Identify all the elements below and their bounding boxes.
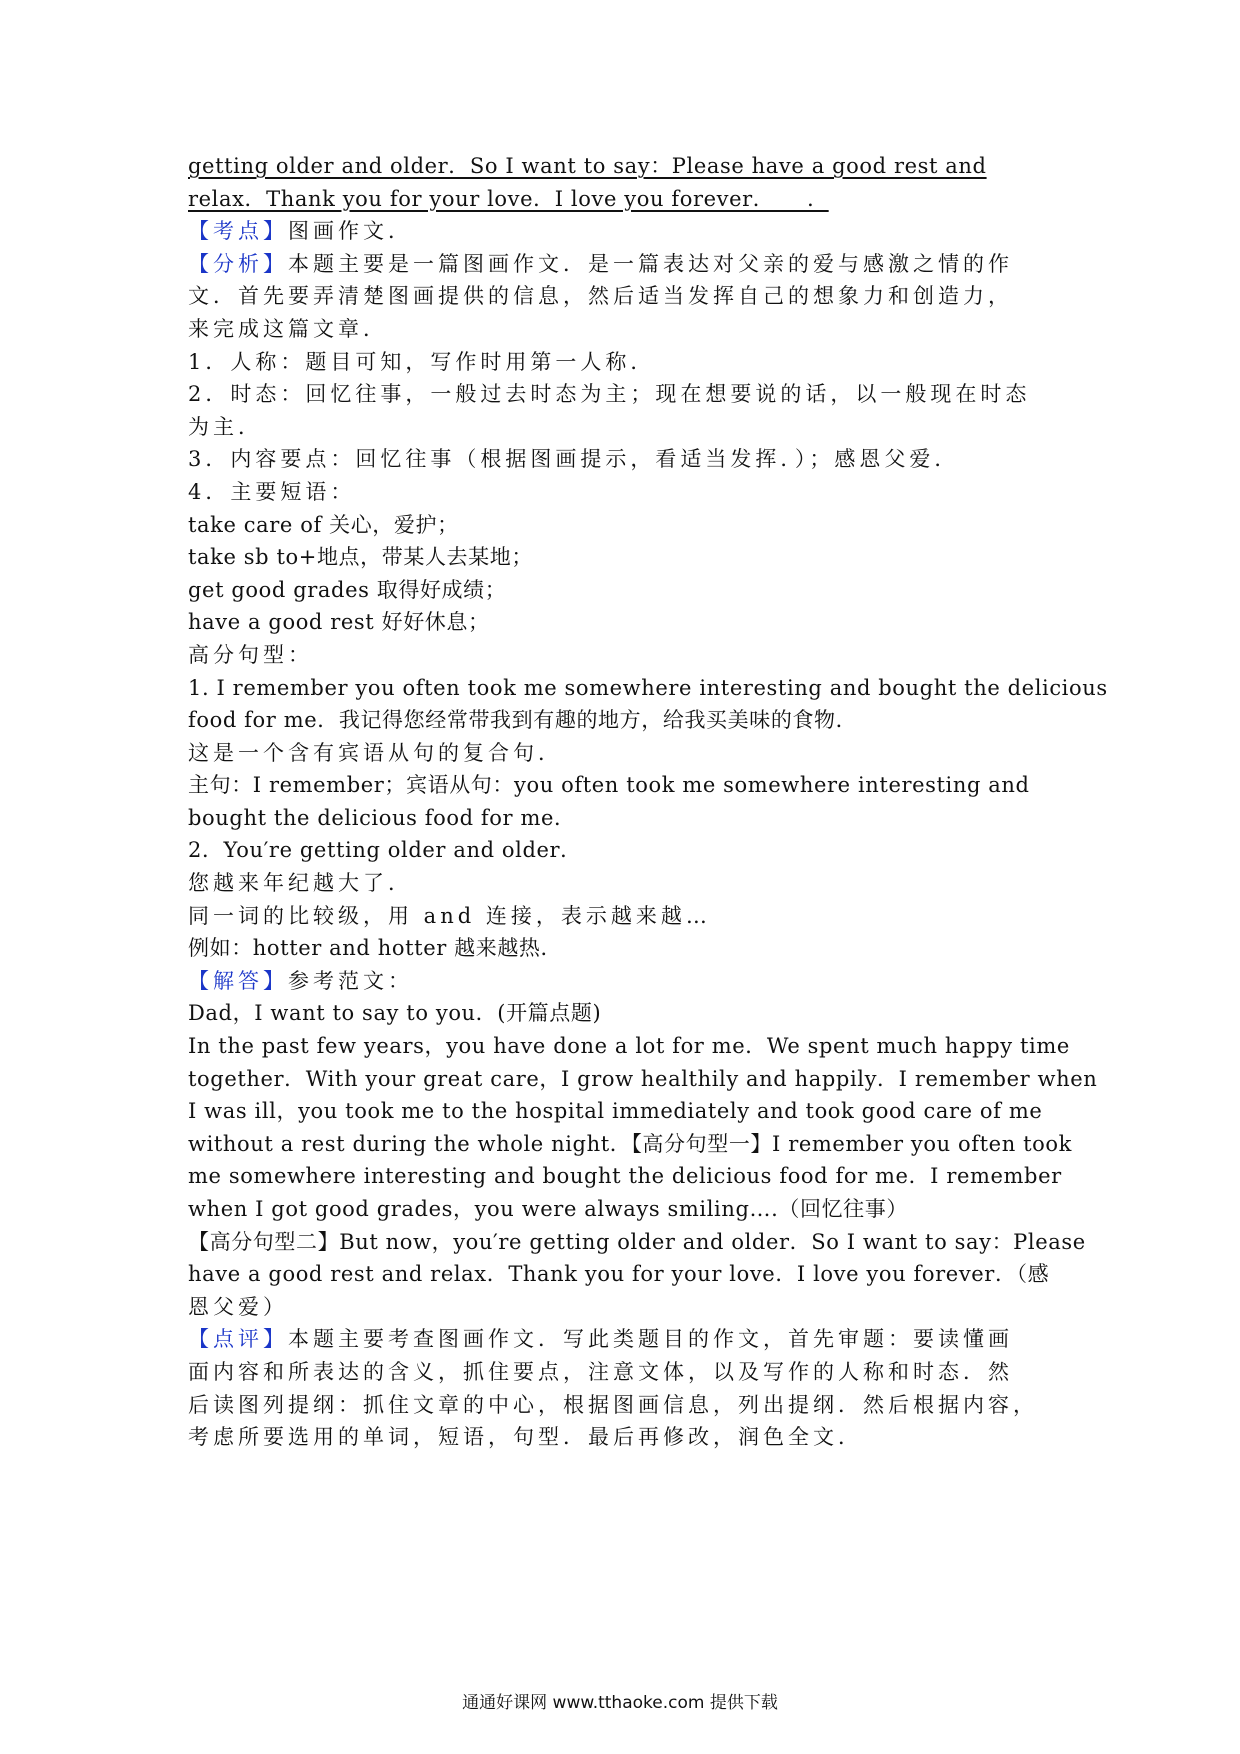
dianping-line-3: 后读图列提纲：抓住文章的中心，根据图画信息，列出提纲．然后根据内容， xyxy=(188,1392,1038,1417)
point-line: 为主． xyxy=(188,414,263,439)
point-line: 2．时态：回忆往事，一般过去时态为主；现在想要说的话，以一般现在时态 xyxy=(188,382,1031,407)
answer-line-1: getting older and older．So I want to say：Please have a good rest and xyxy=(188,154,987,178)
essay-line: have a good rest and relax．Thank you for your love．I love you forever．（感 xyxy=(188,1262,1050,1287)
answer-line-2: relax．Thank you for your love．I love you forever． ． xyxy=(188,186,829,211)
fenxi-text-1: 本题主要是一篇图画作文．是一篇表达对父亲的爱与感激之情的作 xyxy=(288,251,1013,276)
dianping-line-4: 考虑所要选用的单词，短语，句型．最后再修改，润色全文． xyxy=(188,1425,863,1450)
sentence-line: 主句：I remember；宾语从句：you often took me somewhere interesting and xyxy=(188,773,1030,798)
essay-line: 恩父爱） xyxy=(188,1294,288,1319)
kaodian-line xyxy=(188,215,1068,248)
fenxi-line-3: 来完成这篇文章． xyxy=(188,316,388,341)
sentences-heading: 高分句型： xyxy=(188,642,313,667)
sentence-line: 2．You′re getting older and older． xyxy=(188,838,582,863)
fenxi-line-2: 文．首先要弄清楚图画提供的信息，然后适当发挥自己的想象力和创造力， xyxy=(188,284,1013,309)
essay-line: I was ill，you took me to the hospital immediately and took good care of me xyxy=(188,1099,1043,1124)
point-line: 1．人称：题目可知，写作时用第一人称． xyxy=(188,349,656,374)
sentence-line: 您越来年纪越大了． xyxy=(188,871,413,896)
sentence-line: 1. I remember you often took me somewhere interesting and bought the delicious xyxy=(188,675,1108,700)
phrase-line: take sb to+地点，带某人去某地； xyxy=(188,545,533,570)
phrase-line: get good grades 取得好成绩； xyxy=(188,577,507,602)
phrase-line: have a good rest 好好休息； xyxy=(188,610,490,635)
point-line: 4．主要短语： xyxy=(188,479,356,504)
kaodian-tag: 【考点】 xyxy=(188,219,288,244)
point-line: 3．内容要点：回忆往事（根据图画提示，看适当发挥．）；感恩父爱． xyxy=(188,447,960,472)
dianping-text-1: 本题主要考查图画作文．写此类题目的作文，首先审题：要读懂画 xyxy=(288,1327,1013,1352)
fenxi-line-1 xyxy=(188,248,1068,281)
sentence-line: 这是一个含有宾语从句的复合句． xyxy=(188,740,563,765)
phrase-line: take care of 关心，爱护； xyxy=(188,512,459,537)
essay-line: when I got good grades，you were always smiling….（回忆往事） xyxy=(188,1197,908,1221)
essay-line: without a rest during the whole night．【高分句型一】I remember you often took xyxy=(188,1131,1072,1156)
dianping-line-2: 面内容和所表达的含义，抓住要点，注意文体，以及写作的人称和时态．然 xyxy=(188,1359,1013,1384)
essay-line: me somewhere interesting and bought the delicious food for me．I remember xyxy=(188,1164,1062,1189)
essay-line: Dad，I want to say to you．(开篇点题) xyxy=(188,1001,602,1026)
sentence-line: 例如：hotter and hotter 越来越热． xyxy=(188,936,563,961)
jieda-text: 参考范文： xyxy=(288,968,413,993)
jieda-line xyxy=(188,965,1068,998)
kaodian-text: 图画作文． xyxy=(288,219,413,244)
jieda-tag: 【解答】 xyxy=(188,968,288,993)
essay-line: In the past few years，you have done a lot for me．We spent much happy time xyxy=(188,1034,1070,1059)
document-body xyxy=(188,150,1108,1454)
dianping-line-1 xyxy=(188,1323,1068,1356)
essay-line: 【高分句型二】But now，you′re getting older and older．So I want to say：Please xyxy=(188,1229,1086,1254)
dianping-tag: 【点评】 xyxy=(188,1327,288,1352)
sentence-line: bought the delicious food for me． xyxy=(188,805,576,830)
sentence-line: 同一词的比较级，用 and 连接，表示越来越… xyxy=(188,903,711,928)
page-footer: 通通好课网 www.tthaoke.com 提供下载 xyxy=(462,1693,778,1713)
essay-line: together．With your great care，I grow healthily and happily．I remember when xyxy=(188,1066,1098,1091)
fenxi-tag: 【分析】 xyxy=(188,251,288,276)
sentence-line: food for me．我记得您经常带我到有趣的地方，给我买美味的食物． xyxy=(188,708,858,733)
